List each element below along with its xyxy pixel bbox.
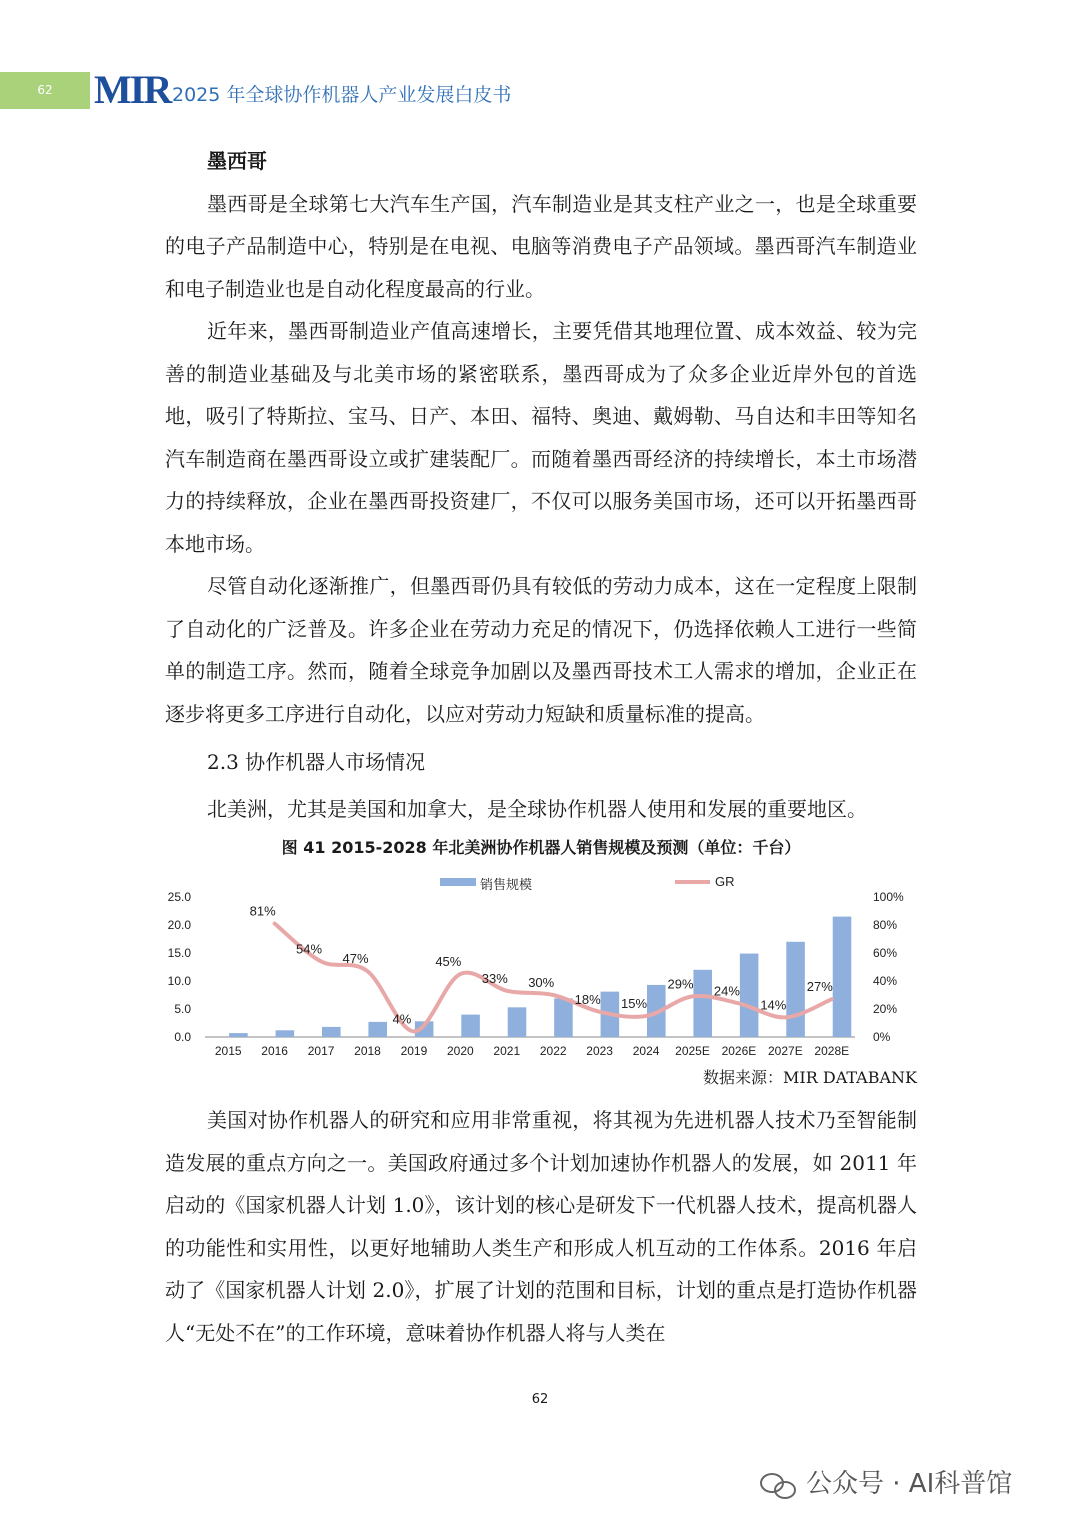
bar (229, 1033, 248, 1037)
subsection-title: 2.3 协作机器人市场情况 (207, 750, 426, 774)
x-tick-label: 2017 (307, 1044, 335, 1057)
gr-data-label: 27% (806, 979, 833, 995)
y-right-tick-label: 100% (873, 890, 904, 904)
paragraph: 墨西哥是全球第七大汽车生产国，汽车制造业是其支柱产业之一，也是全球重要的电子产品制造中心，特别是在电视、电脑等消费电子产品领域。墨西哥汽车制造业和电子制造业也是自动化程度最高的行业。 (165, 191, 917, 301)
y-right-tick-label: 80% (873, 918, 898, 932)
bar (508, 1007, 527, 1037)
x-tick-label: 2015 (214, 1044, 242, 1057)
subsection-intro: 北美洲，尤其是美国和加拿大，是全球协作机器人使用和发展的重要地区。 (207, 796, 867, 821)
x-tick-label: 2018 (354, 1044, 381, 1057)
mir-logo: MIR (94, 67, 171, 112)
y-right-tick-label: 60% (873, 946, 898, 960)
watermark (760, 1466, 1012, 1502)
gr-data-label: 15% (621, 996, 648, 1011)
bar (740, 954, 759, 1037)
bar (461, 1015, 480, 1037)
paragraph: 近年来，墨西哥制造业产值高速增长，主要凭借其地理位置、成本效益、较为完善的制造业基础及与北美市场的紧密联系，墨西哥成为了众多企业近岸外包的首选地，吸引了特斯拉、宝马、日产、本田、福特、奥迪、戴姆勒、马自达和丰田等知名汽车制造商在墨西哥设立或扩建装配厂。而随着墨西哥经济的持续增长，本土市场潜力的持续释放，企业在墨西哥投资建厂，不仅可以服务美国市场，还可以开拓墨西哥本地市场。 (165, 319, 917, 556)
chart-container (165, 872, 917, 1057)
x-tick-label: 2026E (721, 1044, 757, 1057)
y-left-tick-label: 15.0 (167, 946, 191, 960)
gr-data-label: 54% (296, 941, 323, 957)
gr-data-label: 18% (574, 991, 601, 1007)
legend-bar-swatch (440, 878, 476, 886)
page-content (165, 140, 917, 1354)
legend-line-label: GR (715, 874, 735, 889)
gr-data-label: 24% (713, 983, 740, 999)
gr-data-label: 47% (342, 951, 369, 967)
bar (276, 1030, 295, 1037)
x-tick-label: 2021 (493, 1044, 521, 1057)
gr-data-label: 81% (249, 903, 276, 919)
x-tick-label: 2024 (632, 1044, 660, 1057)
legend-bar-label: 销售规模 (480, 877, 533, 892)
y-left-tick-label: 20.0 (167, 918, 191, 932)
wechat-icon (760, 1471, 798, 1499)
bar (554, 998, 573, 1037)
x-tick-label: 2020 (447, 1044, 474, 1057)
x-tick-label: 2025E (675, 1044, 710, 1057)
x-tick-label: 2016 (261, 1044, 288, 1057)
sales-chart (155, 872, 925, 1057)
header-title: 2025 年全球协作机器人产业发展白皮书 (172, 84, 512, 106)
y-left-tick-label: 25.0 (167, 890, 191, 904)
gr-data-label: 4% (392, 1011, 412, 1027)
x-tick-label: 2028E (814, 1044, 850, 1057)
bar (786, 942, 805, 1037)
y-right-tick-label: 0% (873, 1030, 891, 1044)
x-tick-label: 2019 (400, 1044, 428, 1057)
header-page-number: 62 (37, 83, 53, 97)
gr-data-label: 14% (760, 997, 787, 1013)
watermark-text: 公众号 · AI科普馆 (806, 1469, 1013, 1499)
section-title: 墨西哥 (207, 149, 267, 173)
gr-data-label: 33% (481, 970, 508, 986)
y-right-tick-label: 20% (873, 1002, 898, 1016)
paragraph: 美国对协作机器人的研究和应用非常重视，将其视为先进机器人技术乃至智能制造发展的重点方向之一。美国政府通过多个计划加速协作机器人的发展，如 2011 年启动的《国家机器人计划 1.0》，该计划的核心是研发下一代机器人技术，提高机器人的功能性和实用性，以更好地辅助人类生产和形成人机互动的工作体系。2016 年启动了《国家机器人计划 2.0》，扩展了计划的范围和目标，计划的重点是打造协作机器人“无处不在”的工作环境，意味着协作机器人将与人类在 (165, 1108, 917, 1345)
x-tick-label: 2022 (539, 1044, 567, 1057)
gr-data-label: 45% (435, 954, 462, 969)
chart-caption: 图 41 2015-2028 年北美洲协作机器人销售规模及预测（单位：千台） (281, 838, 801, 857)
y-left-tick-label: 10.0 (167, 974, 191, 988)
y-right-tick-label: 40% (873, 974, 898, 988)
bar (368, 1022, 387, 1037)
footer-page-number: 62 (531, 1392, 549, 1407)
bar (693, 970, 712, 1037)
paragraph: 尽管自动化逐渐推广，但墨西哥仍具有较低的劳动力成本，这在一定程度上限制了自动化的广泛普及。许多企业在劳动力充足的情况下，仍选择依赖人工进行一些简单的制造工序。然而，随着全球竞争加剧以及墨西哥技术工人需求的增加，企业正在逐步将更多工序进行自动化，以应对劳动力短缺和质量标准的提高。 (165, 574, 917, 726)
gr-data-label: 30% (528, 975, 555, 990)
y-left-tick-label: 5.0 (174, 1002, 191, 1016)
y-left-tick-label: 0.0 (174, 1030, 191, 1044)
data-source: 数据来源：MIR DATABANK (703, 1068, 917, 1087)
x-tick-label: 2023 (586, 1044, 613, 1057)
gr-data-label: 29% (667, 976, 694, 992)
x-tick-label: 2027E (768, 1044, 803, 1057)
bar (833, 917, 852, 1037)
bar (322, 1027, 341, 1037)
